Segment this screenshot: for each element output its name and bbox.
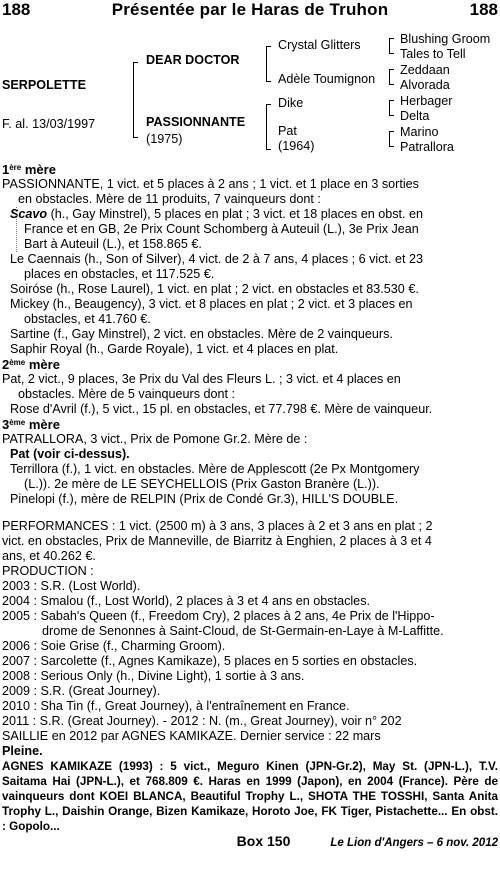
stallion-note: AGNES KAMIKAZE (1993) : 5 vict., Meguro Kinen (JPN-Gr.2), May St. (JPN-L.), T.V. Saitama Hai (JPN-L.), et 768.809 €. Haras en 1999 (Japon), en 2004 (France). Père de vainqueurs dont KOEI BLANCA, Beautiful Trophy L., SHOTA THE TOSSHI, Santa Anita Trophy L., Daishin Orange, Bizen Kamikaze, Horoto Joe, FK Tiger, Pistachette... En obst. : Gopolo... [2, 760, 498, 833]
produce-terrillora: (L.)). 2e mère de LE SEYCHELLOIS (Prix Gaston Branère (L.)). [24, 477, 380, 491]
dam-sire: Dike [278, 96, 304, 110]
production-row: 2005 : Sabah's Queen (f., Freedom Cry), 2 places à 2 ans, 4e Prix de l'Hippo- [2, 609, 435, 623]
produce-pat: Pat (voir ci-dessus). [10, 447, 130, 461]
gen3-dss: Herbager [400, 94, 453, 108]
production-row: 2008 : Serious Only (h., Divine Light), 1 sortie à 3 ans. [2, 669, 305, 683]
performances: PERFORMANCES : 1 vict. (2500 m) à 3 ans, 3 places à 2 et 3 ans en plat ; 2 [2, 519, 433, 533]
bracket-dam [266, 104, 271, 150]
page-footer [2, 834, 498, 851]
production-heading: PRODUCTION : [2, 564, 94, 578]
first-dam-line: PASSIONNANTE, 1 vict. et 5 places à 2 ans ; 1 vict. et 1 place en 3 sorties [2, 177, 419, 191]
box-number: Box 150 [236, 833, 291, 849]
saillie: Pleine. [2, 744, 43, 758]
horse-meta: F. al. 13/03/1997 [2, 117, 96, 131]
production-row: 2011 : S.R. (Great Journey). - 2012 : N. (m., Great Journey), voir n° 202 [2, 714, 402, 728]
bracket-ss [389, 38, 394, 54]
second-dam-line: obstacles. Mère de 5 vainqueurs dont : [18, 387, 236, 401]
sire-sire: Crystal Glitters [278, 38, 361, 52]
gen3-ssd: Tales to Tell [400, 47, 466, 61]
first-dam-heading: 1ère mère [2, 162, 56, 177]
horse-name: SERPOLETTE [2, 78, 86, 92]
produce-scavo: Scavo (h., Gay Minstrel), 5 places en plat ; 3 vict. et 18 places en obst. en [10, 207, 424, 221]
sire-name: DEAR DOCTOR [146, 53, 240, 67]
produce-scavo: France et en GB, 2e Prix Count Schomberg à Auteuil (L.), 3e Prix Jean [24, 222, 419, 236]
gen3-dsd: Delta [400, 109, 430, 123]
sale-reference: Le Lion d'Angers – 6 nov. 2012 [330, 837, 498, 849]
bracket-sd [389, 69, 394, 85]
produce-caennais: places en obstacles, et 117.525 €. [24, 267, 215, 281]
produce-sartine: Sartine (f., Gay Minstrel), 2 vict. en obstacles. Mère de 2 vainqueurs. [10, 327, 393, 341]
produce-mickey: obstacles, et 41.760 €. [24, 312, 151, 326]
second-dam-line: Pat, 2 vict., 9 places, 3e Prix du Val des Fleurs L. ; 3 vict. et 4 places en [2, 372, 401, 386]
gen3-ddd: Patrallora [400, 140, 454, 154]
dam-year: (1975) [146, 132, 183, 146]
dam-dam-year: (1964) [278, 139, 315, 153]
gen3-sdd: Alvorada [400, 78, 450, 92]
lot-number-left: 188 [2, 0, 31, 19]
gen3-sds: Zeddaan [400, 63, 450, 77]
production-row: 2004 : Smalou (f., Lost World), 2 places à 3 et 4 ans en obstacles. [2, 594, 370, 608]
saillie: SAILLIE en 2012 par AGNES KAMIKAZE. Dernier service : 22 mars [2, 729, 381, 743]
first-dam-line: en obstacles. Mère de 11 produits, 7 vainqueurs dont : [18, 192, 321, 206]
page-header [2, 0, 498, 22]
third-dam-line: PATRALLORA, 3 vict., Prix de Pomone Gr.2. Mère de : [2, 432, 308, 446]
produce-rose-avril: Rose d'Avril (f.), 5 vict., 15 pl. en obstacles, et 77.798 €. Mère de vainqueur. [10, 402, 433, 416]
production-row: drome de Senonnes à Saint-Cloud, de St-Germain-en-Laye à M-Laffitte. [42, 624, 444, 638]
production-row: 2003 : S.R. (Lost World). [2, 579, 141, 593]
performances: vict. en obstacles, Prix de Manneville, de Biarritz à Enghien, 2 places à 3 et 4 [2, 534, 432, 548]
consignor-title: Présentée par le Haras de Truhon [111, 0, 389, 19]
dam-name: PASSIONNANTE [146, 115, 246, 129]
performances: ans, et 40.262 €. [2, 549, 96, 563]
dam-dam: Pat [278, 124, 297, 138]
gen3-sss: Blushing Groom [400, 32, 491, 46]
produce-mickey: Mickey (h., Beaugency), 3 vict. et 8 places en plat ; 2 vict. et 3 places en [10, 297, 413, 311]
lot-number-right: 188 [469, 0, 498, 19]
bracket-main [133, 62, 138, 138]
produce-saphir: Saphir Royal (h., Garde Royale), 1 vict. et 4 places en plat. [10, 342, 339, 356]
bracket-sire [266, 46, 271, 82]
production-row: 2010 : Sha Tin (f., Great Journey), à l'entraînement en France. [2, 699, 350, 713]
produce-pinelopi: Pinelopi (f.), mère de RELPIN (Prix de Condé Gr.3), HILL'S DOUBLE. [10, 492, 399, 506]
catalogue-page [2, 0, 498, 851]
sire-dam: Adèle Toumignon [278, 72, 376, 86]
bracket-ds [389, 100, 394, 116]
pedigree [2, 22, 498, 162]
production-row: 2006 : Soie Grise (f., Charming Groom). [2, 639, 226, 653]
second-dam-heading: 2ème mère [2, 357, 60, 372]
produce-caennais: Le Caennais (h., Son of Silver), 4 vict. de 2 à 7 ans, 4 places ; 6 vict. et 23 [10, 252, 424, 266]
produce-scavo: Bart à Auteuil (L.), et 158.865 €. [24, 237, 202, 251]
production-row: 2007 : Sarcolette (f., Agnes Kamikaze), 5 places en 5 sorties en obstacles. [2, 654, 418, 668]
third-dam-heading: 3ème mère [2, 417, 60, 432]
bracket-dd [389, 131, 394, 147]
produce-soirose: Soiróse (h., Rose Laurel), 1 vict. en plat ; 2 vict. en obstacles et 83.530 €. [10, 282, 419, 296]
produce-terrillora: Terrillora (f.), 1 vict. en obstacles. Mère de Applescott (2e Px Montgomery [10, 462, 420, 476]
production-row: 2009 : S.R. (Great Journey). [2, 684, 161, 698]
gen3-dds: Marino [400, 125, 439, 139]
